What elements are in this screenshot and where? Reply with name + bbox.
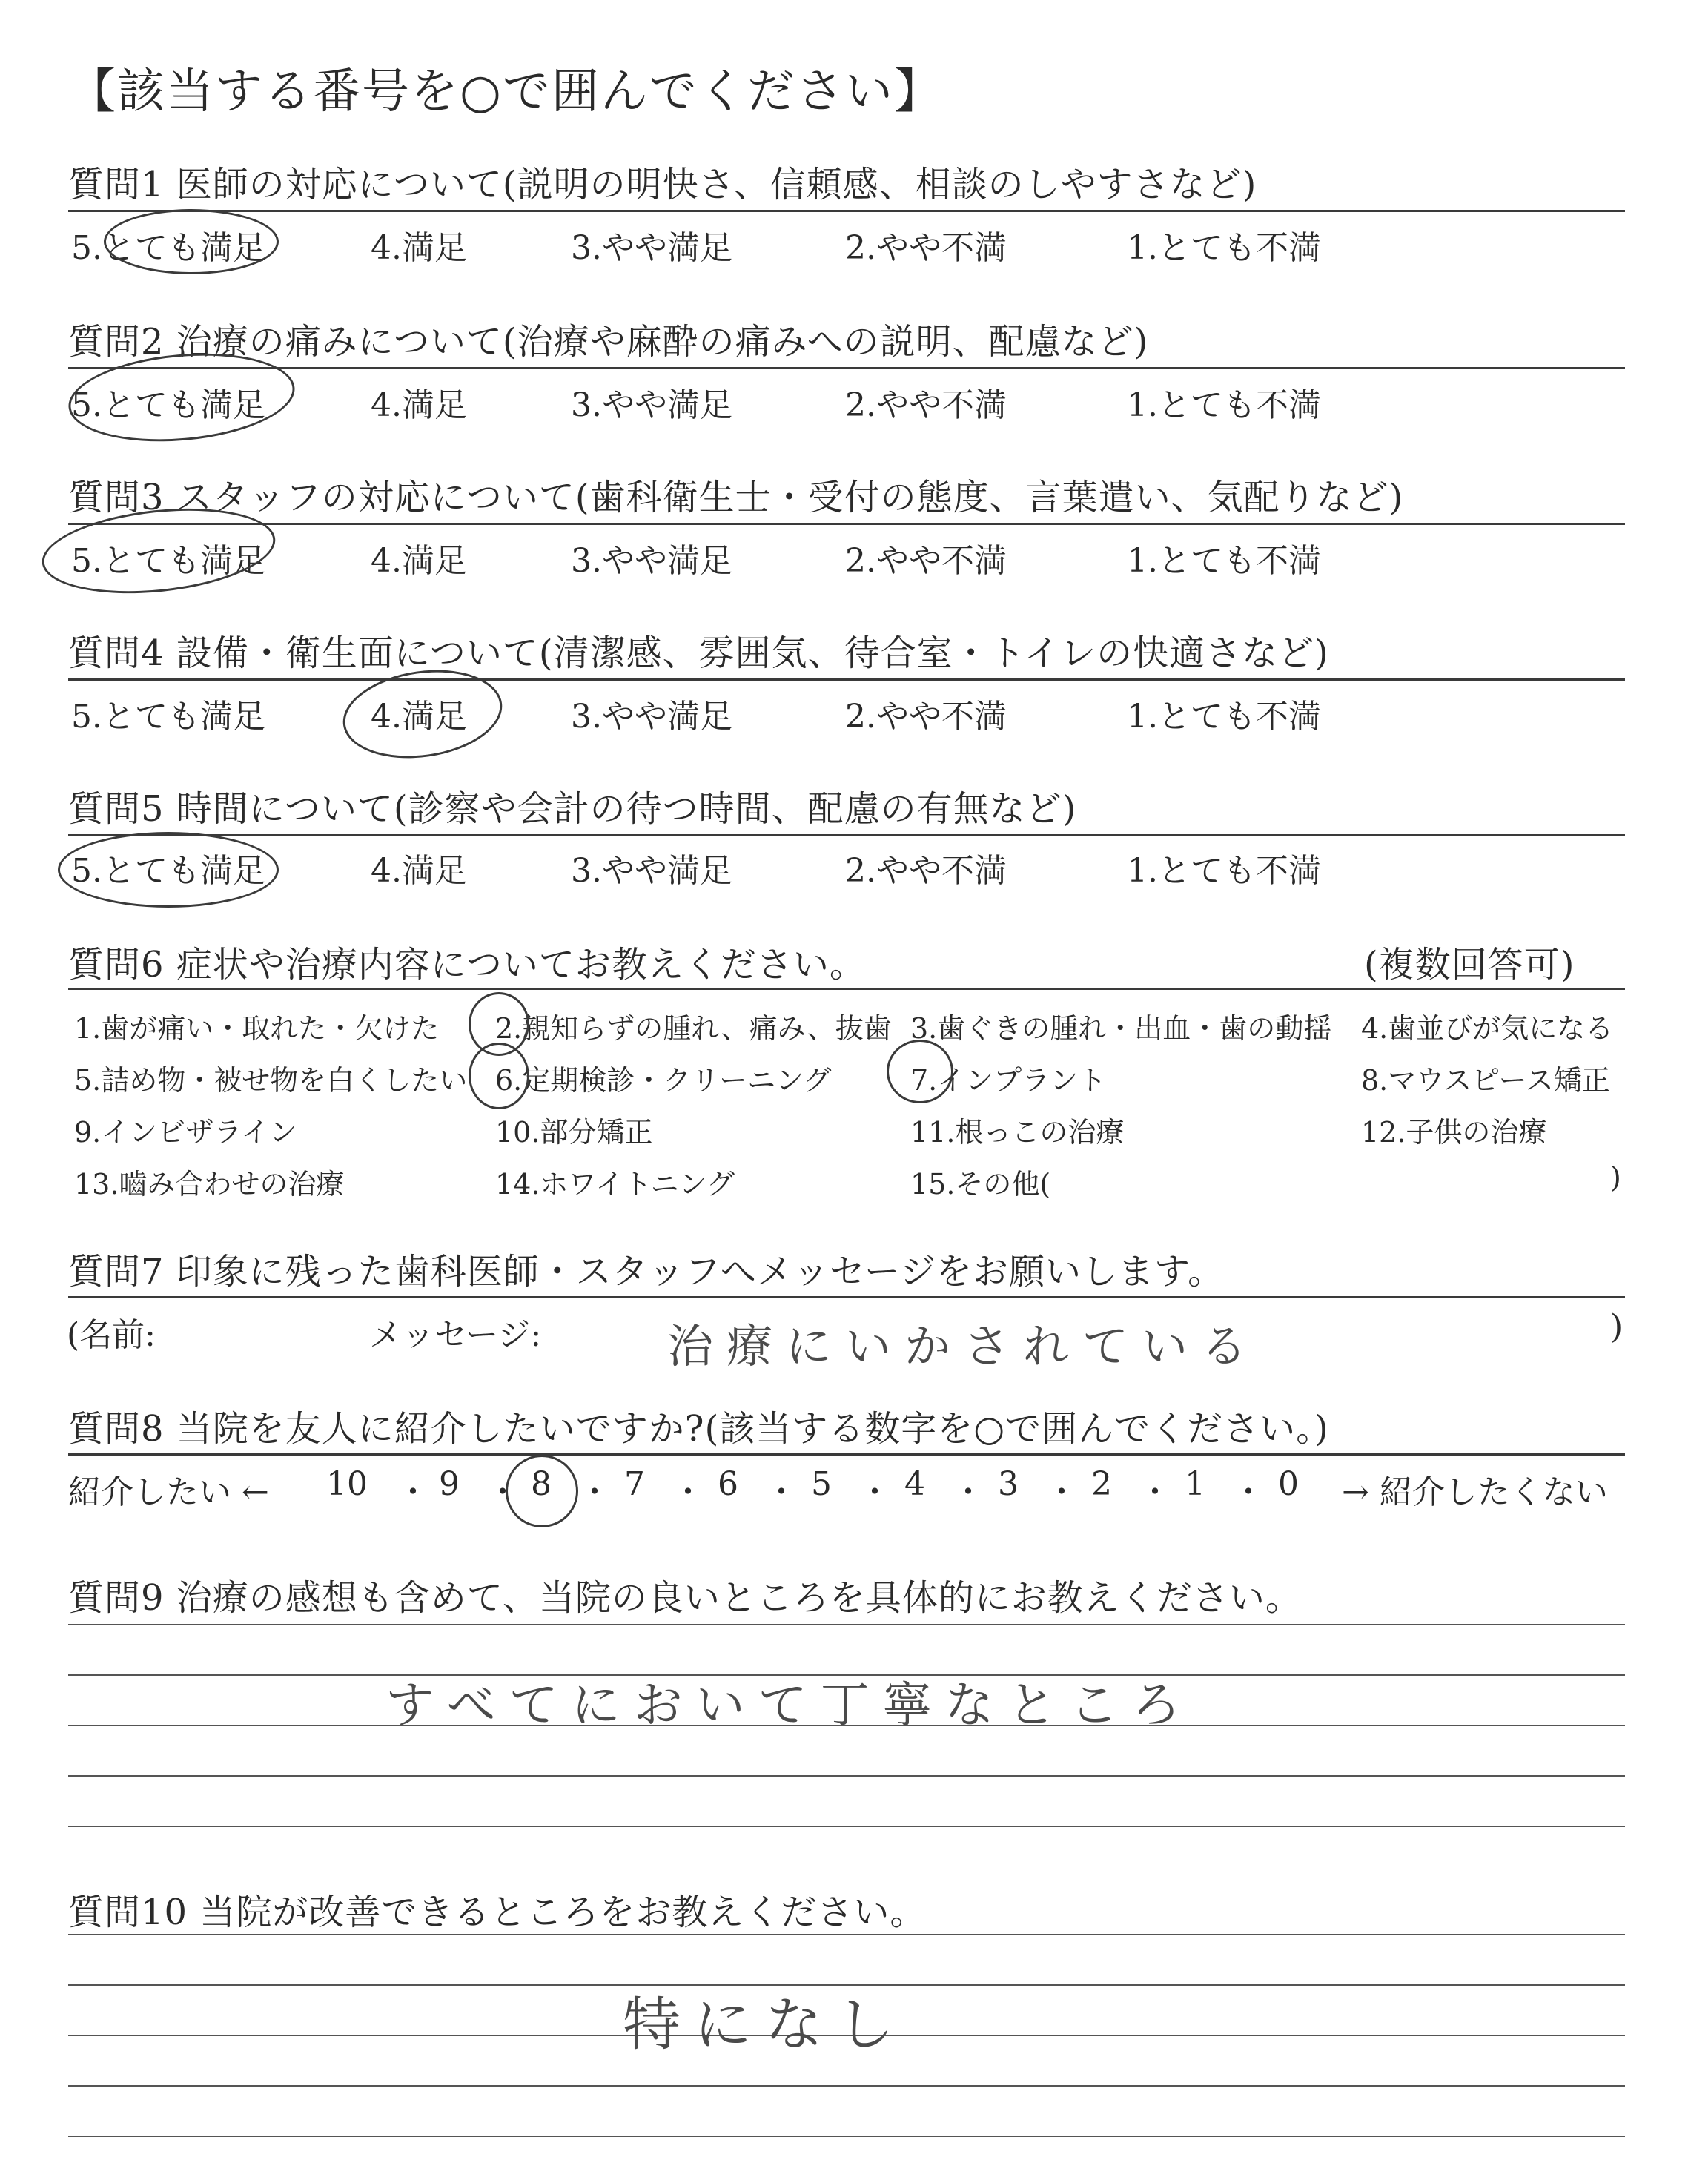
- question-9-heading: 質問9 治療の感想も含めて、当院の良いところを具体的にお教えください。: [68, 1577, 1302, 1619]
- q8-separator: ・: [952, 1473, 984, 1511]
- q8-selection-circle: [506, 1455, 578, 1527]
- q6-option-4[interactable]: 4.歯並びが気になる: [1361, 1012, 1614, 1045]
- form-title: 【該当する番号を○で囲んでください】: [68, 65, 943, 119]
- q6-option-8[interactable]: 8.マウスピース矯正: [1361, 1064, 1610, 1097]
- q6-option-1[interactable]: 1.歯が痛い・取れた・欠けた: [74, 1012, 440, 1045]
- q8-scale-4[interactable]: 4: [904, 1465, 925, 1503]
- q9-handwritten-answer: すべてにおいて丁寧なところ: [385, 1677, 1194, 1734]
- q6-option-10[interactable]: 10.部分矯正: [495, 1116, 653, 1149]
- q8-scale-6[interactable]: 6: [718, 1465, 738, 1503]
- q5-option-1[interactable]: 1.とても不満: [1127, 852, 1321, 890]
- question-5-rule: [68, 834, 1625, 836]
- q8-left-label: 紹介したい ←: [68, 1473, 269, 1511]
- q8-scale-7[interactable]: 7: [624, 1465, 645, 1503]
- q3-option-3[interactable]: 3.やや満足: [571, 542, 732, 580]
- q6-option-13[interactable]: 13.嚙み合わせの治療: [74, 1168, 345, 1200]
- q7-close-paren: ): [1610, 1308, 1623, 1346]
- q8-scale-0[interactable]: 0: [1278, 1465, 1299, 1503]
- question-1-rule: [68, 210, 1625, 212]
- q10-line-5: [68, 2136, 1625, 2137]
- question-5-heading: 質問5 時間について(診察や会計の待つ時間、配慮の有無など): [68, 788, 1077, 830]
- q1-option-1[interactable]: 1.とても不満: [1127, 229, 1321, 267]
- q3-option-1[interactable]: 1.とても不満: [1127, 542, 1321, 580]
- q8-separator: ・: [765, 1473, 798, 1511]
- q7-name-label: (名前:: [67, 1316, 156, 1354]
- question-1-heading: 質問1 医師の対応について(説明の明快さ、信頼感、相談のしやすさなど): [68, 164, 1257, 205]
- q5-option-3[interactable]: 3.やや満足: [571, 852, 732, 890]
- q6-selection-circle-7: [887, 1040, 953, 1103]
- q8-separator: ・: [672, 1473, 704, 1511]
- q6-option-15[interactable]: 15.その他(: [910, 1168, 1051, 1200]
- q9-line-5: [68, 1826, 1625, 1827]
- q1-option-3[interactable]: 3.やや満足: [571, 229, 732, 267]
- q6-option-2[interactable]: 2.親知らずの腫れ、痛み、抜歯: [495, 1012, 892, 1045]
- q7-message-label: メッセージ:: [369, 1316, 542, 1354]
- q8-separator: ・: [1045, 1473, 1078, 1511]
- q5-selection-circle: [58, 832, 279, 908]
- q4-option-2[interactable]: 2.やや不満: [845, 698, 1007, 736]
- q3-option-4[interactable]: 4.満足: [371, 542, 467, 580]
- q1-option-2[interactable]: 2.やや不満: [845, 229, 1007, 267]
- q4-option-5[interactable]: 5.とても満足: [71, 698, 265, 736]
- q5-option-4[interactable]: 4.満足: [371, 852, 467, 890]
- q6-option-12[interactable]: 12.子供の治療: [1361, 1116, 1547, 1149]
- q8-scale-3[interactable]: 3: [998, 1465, 1019, 1503]
- q8-separator: ・: [486, 1473, 519, 1511]
- q6-option-14[interactable]: 14.ホワイトニング: [495, 1168, 735, 1200]
- q2-option-1[interactable]: 1.とても不満: [1127, 386, 1321, 424]
- question-10-heading: 質問10 当院が改善できるところをお教えください。: [68, 1892, 927, 1933]
- q8-scale-2[interactable]: 2: [1091, 1465, 1112, 1503]
- q4-option-3[interactable]: 3.やや満足: [571, 698, 732, 736]
- question-4-heading: 質問4 設備・衛生面について(清潔感、雰囲気、待合室・トイレの快適さなど): [68, 633, 1329, 674]
- q8-separator: ・: [1139, 1473, 1171, 1511]
- q8-scale-1[interactable]: 1: [1185, 1465, 1205, 1503]
- q9-line-1: [68, 1624, 1625, 1625]
- q4-selection-circle: [337, 661, 508, 768]
- q1-option-4[interactable]: 4.満足: [371, 229, 467, 267]
- q6-option-6[interactable]: 6.定期検診・クリーニング: [495, 1064, 832, 1097]
- q6-option-3[interactable]: 3.歯ぐきの腫れ・出血・歯の動揺: [910, 1012, 1332, 1045]
- q8-separator: ・: [858, 1473, 891, 1511]
- q1-option-5[interactable]: 5.とても満足: [71, 229, 265, 267]
- q3-option-2[interactable]: 2.やや不満: [845, 542, 1007, 580]
- q8-separator: ・: [397, 1473, 429, 1511]
- q8-scale-5[interactable]: 5: [811, 1465, 832, 1503]
- question-6-heading: 質問6 症状や治療内容についてお教えください。: [68, 944, 866, 985]
- q2-option-2[interactable]: 2.やや不満: [845, 386, 1007, 424]
- question-2-heading: 質問2 治療の痛みについて(治療や麻酔の痛みへの説明、配慮など): [68, 321, 1149, 363]
- q4-option-4[interactable]: 4.満足: [371, 698, 467, 736]
- question-8-rule: [68, 1453, 1625, 1456]
- question-6-rule: [68, 988, 1625, 990]
- q2-option-4[interactable]: 4.満足: [371, 386, 467, 424]
- q9-line-4: [68, 1775, 1625, 1777]
- q6-multi-answer-note: (複数回答可): [1364, 944, 1575, 985]
- q10-handwritten-answer: 特になし: [623, 1992, 908, 2058]
- q8-scale-9[interactable]: 9: [439, 1465, 460, 1503]
- q6-option-5[interactable]: 5.詰め物・被せ物を白くしたい: [74, 1064, 468, 1097]
- q5-option-2[interactable]: 2.やや不満: [845, 852, 1007, 890]
- q5-option-5[interactable]: 5.とても満足: [71, 852, 265, 890]
- q8-scale-8[interactable]: 8: [531, 1465, 552, 1503]
- q3-option-5[interactable]: 5.とても満足: [71, 542, 265, 580]
- q6-option-7[interactable]: 7.インプラント: [910, 1064, 1107, 1097]
- q8-scale-10[interactable]: 10: [326, 1465, 368, 1503]
- q1-selection-circle: [104, 209, 279, 274]
- question-7-rule: [68, 1296, 1625, 1298]
- q10-line-4: [68, 2085, 1625, 2087]
- question-3-rule: [68, 523, 1625, 525]
- question-7-heading: 質問7 印象に残った歯科医師・スタッフへメッセージをお願いします。: [68, 1251, 1225, 1292]
- question-3-heading: 質問3 スタッフの対応について(歯科衛生士・受付の態度、言葉遣い、気配りなど): [68, 477, 1404, 518]
- q8-right-label: → 紹介したくない: [1342, 1473, 1608, 1511]
- question-4-rule: [68, 678, 1625, 681]
- q7-handwritten-message: 治療にいかされている: [667, 1319, 1261, 1373]
- q8-separator: ・: [578, 1473, 611, 1511]
- q10-line-1: [68, 1934, 1625, 1935]
- q6-selection-circle-6: [469, 1043, 529, 1109]
- q6-option-11[interactable]: 11.根っこの治療: [910, 1116, 1125, 1149]
- q2-option-5[interactable]: 5.とても満足: [71, 386, 265, 424]
- q8-separator: ・: [1232, 1473, 1265, 1511]
- question-8-heading: 質問8 当院を友人に紹介したいですか?(該当する数字を○で囲んでください。): [68, 1408, 1329, 1450]
- q2-option-3[interactable]: 3.やや満足: [571, 386, 732, 424]
- question-2-rule: [68, 367, 1625, 369]
- q6-other-close-paren: ): [1610, 1161, 1621, 1194]
- q6-option-9[interactable]: 9.インビザライン: [74, 1116, 298, 1149]
- q4-option-1[interactable]: 1.とても不満: [1127, 698, 1321, 736]
